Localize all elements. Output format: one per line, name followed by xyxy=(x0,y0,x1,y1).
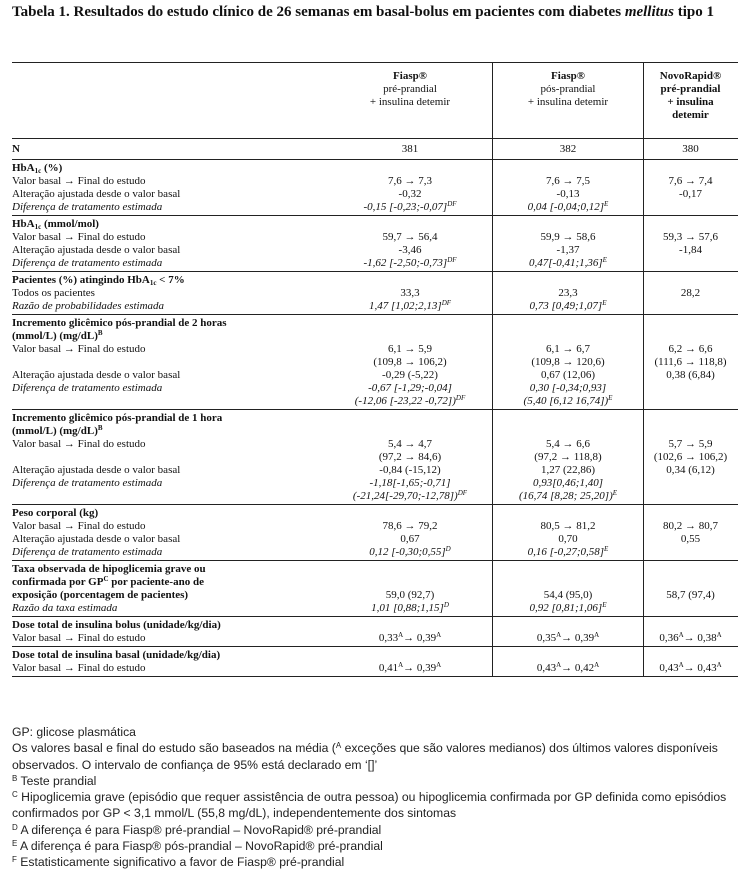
section-heading: Taxa observada de hipoglicemia grave ou xyxy=(12,563,206,575)
table-row: Todos os pacientes 33,3 23,3 28,2 xyxy=(12,287,701,299)
footnote-gp: GP: glicose plasmática xyxy=(12,725,136,739)
section-heading: confirmada por $GP^C$ por paciente-ano de xyxy=(12,575,204,588)
section-heading: HbA$_{1c}$ (mmol/mol) xyxy=(12,218,99,231)
footnote-d: $^D$ A diferença é para Fiasp® pré-prandial – NovoRapid® pré-prandial xyxy=(12,822,382,837)
footnote-f: $^F$ Estatisticamente significativo a favor de Fiasp® pré-prandial xyxy=(12,855,345,870)
section-basal-dose xyxy=(12,647,738,677)
section-heading: Dose total de insulina basal (unidade/kg/dia) xyxy=(12,649,221,661)
table-footnotes xyxy=(12,724,740,871)
section-target xyxy=(12,272,738,315)
table-row: Valor basal → Final do estudo $0,33^A\to 0,39^A$ $0,35^A\to 0,39^A$ $0,36^A\to 0,38^A$ xyxy=(12,631,722,644)
column-header: Fiasp® pré-prandial + insulina detemir xyxy=(369,70,451,108)
section-ppg-1h xyxy=(12,410,738,505)
table-row: Diferença de tratamento estimada 0,12 [-0,30;0,55]$^D$ 0,16 [-0,27;0,58]$^E$ xyxy=(12,545,609,558)
table-row: Diferença de tratamento estimada -0,67 [-1,29;-0,04] (-12,06 [-23,22 -0,72])$^{DF}$ 0,30 [-0,34;0,93] (5,40 [6,12 16,74])$^E$ xyxy=(12,382,613,407)
column-divider xyxy=(492,63,493,677)
section-heading: Incremento glicêmico pós-prandial de 1 hora xyxy=(12,412,223,424)
section-heading: Incremento glicêmico pós-prandial de 2 horas xyxy=(12,317,227,329)
table-row: Alteração ajustada desde o valor basal -0,29 (-5,22) 0,67 (12,06) 0,38 (6,84) xyxy=(12,369,715,381)
title-italic: mellitus xyxy=(624,4,674,20)
section-heading: Pacientes (%) atingindo HbA$_{1c}$ < 7% xyxy=(12,274,185,287)
section-weight xyxy=(12,505,738,561)
section-ppg-2h xyxy=(12,315,738,410)
section-hba1c-percent xyxy=(12,160,738,216)
table-row: Razão da taxa estimada 1,01 [0,88;1,15]$^D$ 0,92 [0,81;1,06]$^E$ xyxy=(12,601,607,614)
table-row: Diferença de tratamento estimada -0,15 [-0,23;-0,07]$^{DF}$ 0,04 [-0,04;0,12]$^E$ xyxy=(12,200,609,213)
section-heading: Dose total de insulina bolus (unidade/kg/dia) xyxy=(12,619,221,631)
section-bolus-dose xyxy=(12,617,738,647)
column-header: Fiasp® pós-prandial + insulina detemir xyxy=(527,70,609,108)
table-row: Valor basal → Final do estudo $0,41^A\to 0,39^A$ $0,43^A\to 0,42^A$ $0,43^A\to 0,43^A$ xyxy=(12,661,722,674)
section-hypoglycemia xyxy=(12,561,738,617)
title-text: Tabela 1. Resultados do estudo clínico de 26 semanas em basal-bolus em pacientes com diabetes xyxy=(12,4,622,20)
table-row-n: N 381 382 380 xyxy=(12,139,738,160)
table-row: Alteração ajustada desde o valor basal -0,32 -0,13 -0,17 xyxy=(12,188,702,200)
table-row: Alteração ajustada desde o valor basal -3,46 -1,37 -1,84 xyxy=(12,244,702,256)
table-row: Valor basal → Final do estudo 5,4 → 4,7 (97,2 → 84,6) 5,4 → 6,6 (97,2 → 118,8) 5,7 → 5,9 (102,6 → 106,2) xyxy=(12,438,728,463)
section-heading: Peso corporal (kg) xyxy=(12,507,99,519)
table-row: Valor basal → Final do estudo 78,6 → 79,2 80,5 → 81,2 80,2 → 80,7 xyxy=(12,520,718,532)
table-row: Valor basal → Final do estudo 6,1 → 5,9 (109,8 → 106,2) 6,1 → 6,7 (109,8 → 120,6) 6,2 → 6,6 (111,6 → 118,8) xyxy=(12,343,727,368)
table-title xyxy=(12,3,740,22)
section-heading: (mmol/L) $(mg/dL)^B$ xyxy=(12,424,103,437)
table-row: Alteração ajustada desde o valor basal 0,67 0,70 0,55 xyxy=(12,533,701,545)
footnote-e: $^E$ A diferença é para Fiasp® pós-prandial – NovoRapid® pré-prandial xyxy=(12,839,383,854)
column-divider xyxy=(643,63,644,677)
column-header: NovoRapid® pré-prandial + insulina detemir xyxy=(659,70,722,121)
section-hba1c-mmol xyxy=(12,216,738,272)
section-heading: (mmol/L) $(mg/dL)^B$ xyxy=(12,329,103,342)
results-table xyxy=(12,62,738,677)
table-row: Valor basal → Final do estudo 7,6 → 7,3 7,6 → 7,5 7,6 → 7,4 xyxy=(12,175,713,187)
table-row: Razão de probabilidades estimada 1,47 [1,02;2,13]$^{DF}$ 0,73 [0,49;1,07]$^E$ xyxy=(12,299,607,312)
section-heading: HbA$_{1c}$ (%) xyxy=(12,162,63,175)
table-header xyxy=(12,63,738,139)
footnote-note: Os valores basal e final do estudo são baseados na média ($^A$ exceções que são valores medianos) dos últimos valores disponíveis observados. O intervalo de confiança de 95% está declarado em ‘[]’ xyxy=(12,741,718,772)
table-row: exposição (porcentagem de pacientes) 59,0 (92,7) 54,4 (95,0) 58,7 (97,4) xyxy=(12,589,715,601)
footnote-b: $^B$ Teste prandial xyxy=(12,773,97,788)
footnote-c: $^C$ Hipoglicemia grave (episódio que requer assistência de outra pessoa) ou hipoglicemia confirmada por GP definida como episódios confirmados por GP < 3,1 mmol/L (55,8 mg/dL), independentemente dos sintomas xyxy=(12,790,727,821)
table-row: Diferença de tratamento estimada -1,62 [-2,50;-0,73]$^{DF}$ 0,47[-0,41;1,36]$^E$ xyxy=(12,256,607,269)
table-row: Alteração ajustada desde o valor basal -0,84 (-15,12) 1,27 (22,86) 0,34 (6,12) xyxy=(12,464,715,476)
title-rest: tipo 1 xyxy=(674,4,715,20)
table-row: Valor basal → Final do estudo 59,7 → 56,4 59,9 → 58,6 59,3 → 57,6 xyxy=(12,231,718,243)
table-row: Diferença de tratamento estimada -1,18[-1,65;-0,71] (-21,24[-29,70;-12,78])$^{DF}$ 0,93[0,46;1,40] (16,74 [8,28; 25,20])$^E$ xyxy=(12,477,618,502)
